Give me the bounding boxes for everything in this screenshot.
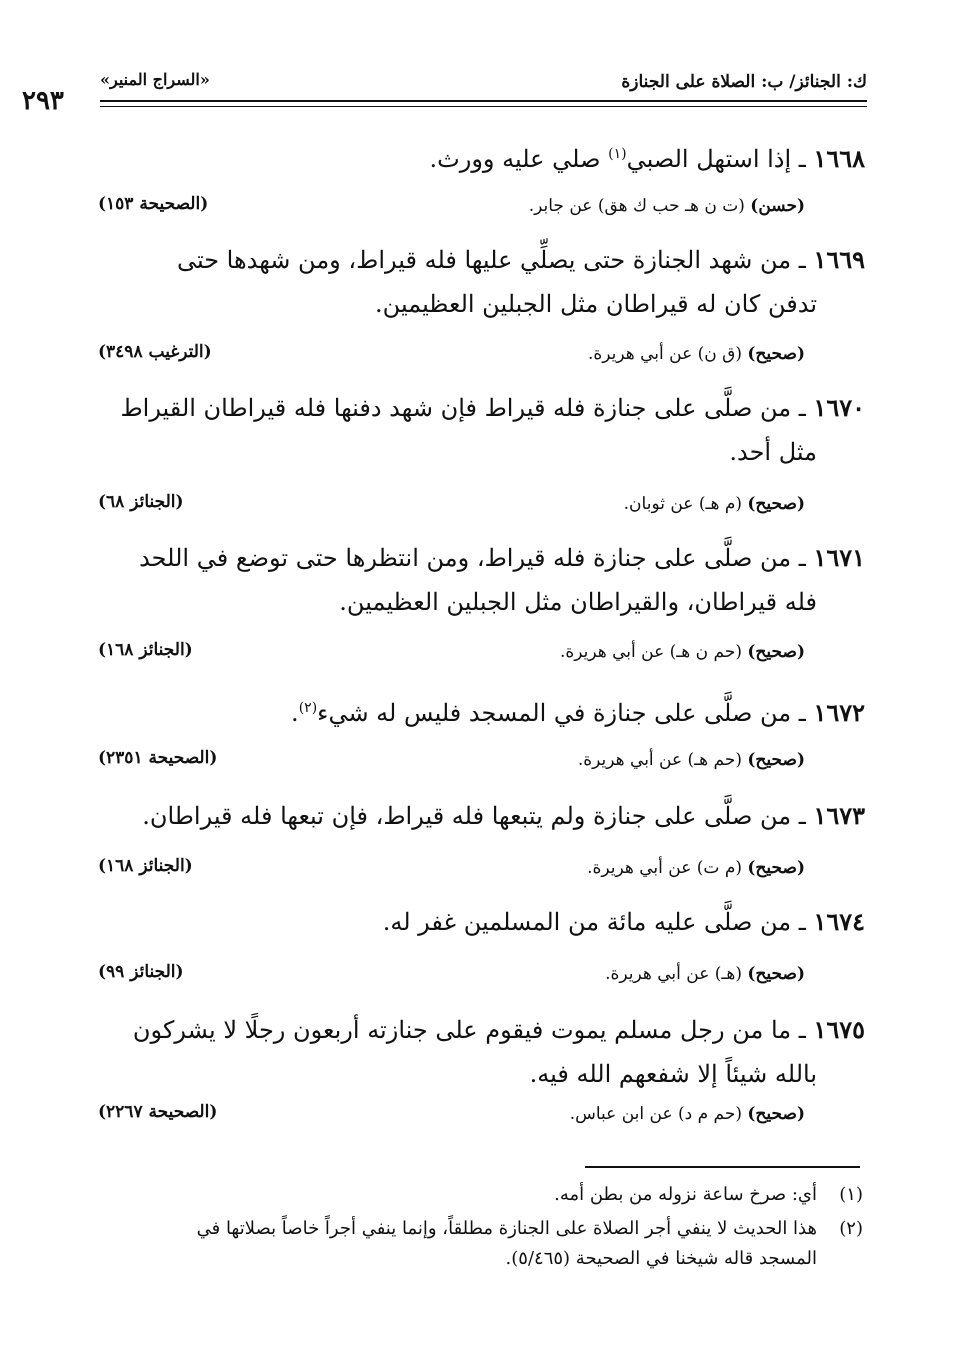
footnote-number: (١) [839,1184,863,1205]
chapter-heading: ك: الجنائز/ ب: الصلاة على الجنازة [621,72,867,92]
hadith-number: ١٦٧٥ [813,1015,865,1044]
footnote-number: (٢) [839,1218,863,1239]
hadith-text: من صلَّى على جنازة فله قيراط، ومن انتظرها حتى توضع في اللحد [139,544,792,572]
grade: (صحيح) [747,1104,805,1124]
footnote-marker: (٢) [298,700,318,716]
footnote-text: أي: صرخ ساعة نزوله من بطن أمه. [554,1184,817,1205]
hadith-1669 [98,238,865,326]
hadith-1671 [98,536,865,624]
dash: ـ [791,1016,814,1044]
hadith-source [570,1104,805,1124]
hadith-text: من صلَّى على جنازة ولم يتبعها فله قيراط، فإن تبعها فله قيراطان. [142,802,792,830]
footnote-1 [92,1180,863,1210]
dash: ـ [791,394,814,422]
hadith-reference: (الترغيب ٣٤٩٨) [98,342,212,362]
grade: (صحيح) [747,642,805,662]
hadith-reference: (الجنائز ٦٨) [98,492,184,512]
grade: (حسن) [750,196,805,216]
hadith-source [588,344,805,364]
hadith-1675 [98,1008,865,1096]
hadith-source [529,196,805,216]
footnote-text-continued: المسجد قاله شيخنا في الصحيحة (٥/٤٦٥). [505,1248,817,1269]
grade: (صحيح) [747,344,805,364]
hadith-reference: (الصحيحة ٢٢٦٧) [98,1102,218,1122]
grade: (صحيح) [747,964,805,984]
hadith-reference: (الجنائز ٩٩) [98,962,184,982]
grade: (صحيح) [747,494,805,514]
grade: (صحيح) [747,750,805,770]
dash: ـ [791,802,814,830]
hadith-source [605,964,805,984]
hadith-number: ١٦٧٢ [813,698,865,727]
hadith-text: من صلَّى على جنازة فله قيراط فإن شهد دفنها فله قيراطان القيراط [120,394,792,422]
hadith-1672 [98,686,865,735]
hadith-text: من صلَّى عليه مائة من المسلمين غفر له. [382,908,792,936]
narrators: (هـ) عن أبي هريرة. [605,964,748,984]
hadith-text: إذا استهل الصبي [626,145,792,173]
hadith-number: ١٦٧٠ [813,393,865,422]
footnote-text: هذا الحديث لا ينفي أجر الصلاة على الجنازة مطلقاً، وإنما ينفي أجراً خاصاً بصلاتها في [196,1218,817,1239]
footnote-marker: (١) [608,146,627,162]
hadith-source [560,642,805,662]
hadith-reference: (الجنائز ١٦٨) [98,640,193,660]
header-rule-thin [100,106,867,107]
narrators: (حم هـ) عن أبي هريرة. [577,750,748,770]
hadith-text-continued: بالله شيئاً إلا شفعهم الله فيه. [529,1060,817,1088]
dash: ـ [791,908,814,936]
hadith-source [578,750,805,770]
hadith-text-continued: فله قيراطان، والقيراطان مثل الجبلين العظيمين. [339,588,817,616]
hadith-reference: (الجنائز ١٦٨) [98,856,193,876]
dash: ـ [791,544,814,572]
footnote-separator [585,1166,860,1168]
book-title: «السراج المنير» [100,70,210,89]
hadith-text: ما من رجل مسلم يموت فيقوم على جنازته أربعون رجلًا لا يشركون [132,1016,792,1044]
hadith-reference: (الصحيحة ٢٣٥١) [98,748,218,768]
grade: (صحيح) [747,858,805,878]
hadith-text: من شهد الجنازة حتى يصلِّي عليها فله قيراط، ومن شهدها حتى [176,246,792,274]
narrators: (م ت) عن أبي هريرة. [587,858,748,878]
hadith-text-continued: تدفن كان له قيراطان مثل الجبلين العظيمين. [375,290,817,318]
hadith-number: ١٦٧٣ [813,801,865,830]
hadith-text-continued: مثل أحد. [729,438,817,466]
hadith-1668 [98,132,865,181]
hadith-number: ١٦٧١ [813,543,865,572]
hadith-text: من صلَّى على جنازة في المسجد فليس له شيء [317,699,792,727]
hadith-number: ١٦٧٤ [813,907,865,936]
hadith-text-end: صلي عليه وورث. [429,145,609,173]
hadith-source [587,858,805,878]
dash: ـ [791,246,814,274]
hadith-1673 [98,794,865,838]
hadith-number: ١٦٦٩ [813,245,865,274]
narrators: (حم م د) عن ابن عباس. [569,1104,748,1124]
page-number: ٢٩٣ [22,86,64,116]
hadith-1670 [98,386,865,474]
dash: ـ [791,699,814,727]
hadith-source [624,494,805,514]
hadith-number: ١٦٦٨ [813,144,865,173]
hadith-1674 [98,900,865,944]
narrators: (ق ن) عن أبي هريرة. [587,344,748,364]
hadith-reference: (الصحيحة ١٥٣) [98,194,209,214]
hadith-text-end: . [291,699,299,727]
dash: ـ [791,145,814,173]
narrators: (حم ن هـ) عن أبي هريرة. [559,642,748,662]
narrators: (م هـ) عن ثوبان. [623,494,748,514]
header-rule [100,100,867,102]
narrators: (ت ن هـ حب ك هق) عن جابر. [528,196,751,216]
footnote-2 [92,1214,863,1274]
